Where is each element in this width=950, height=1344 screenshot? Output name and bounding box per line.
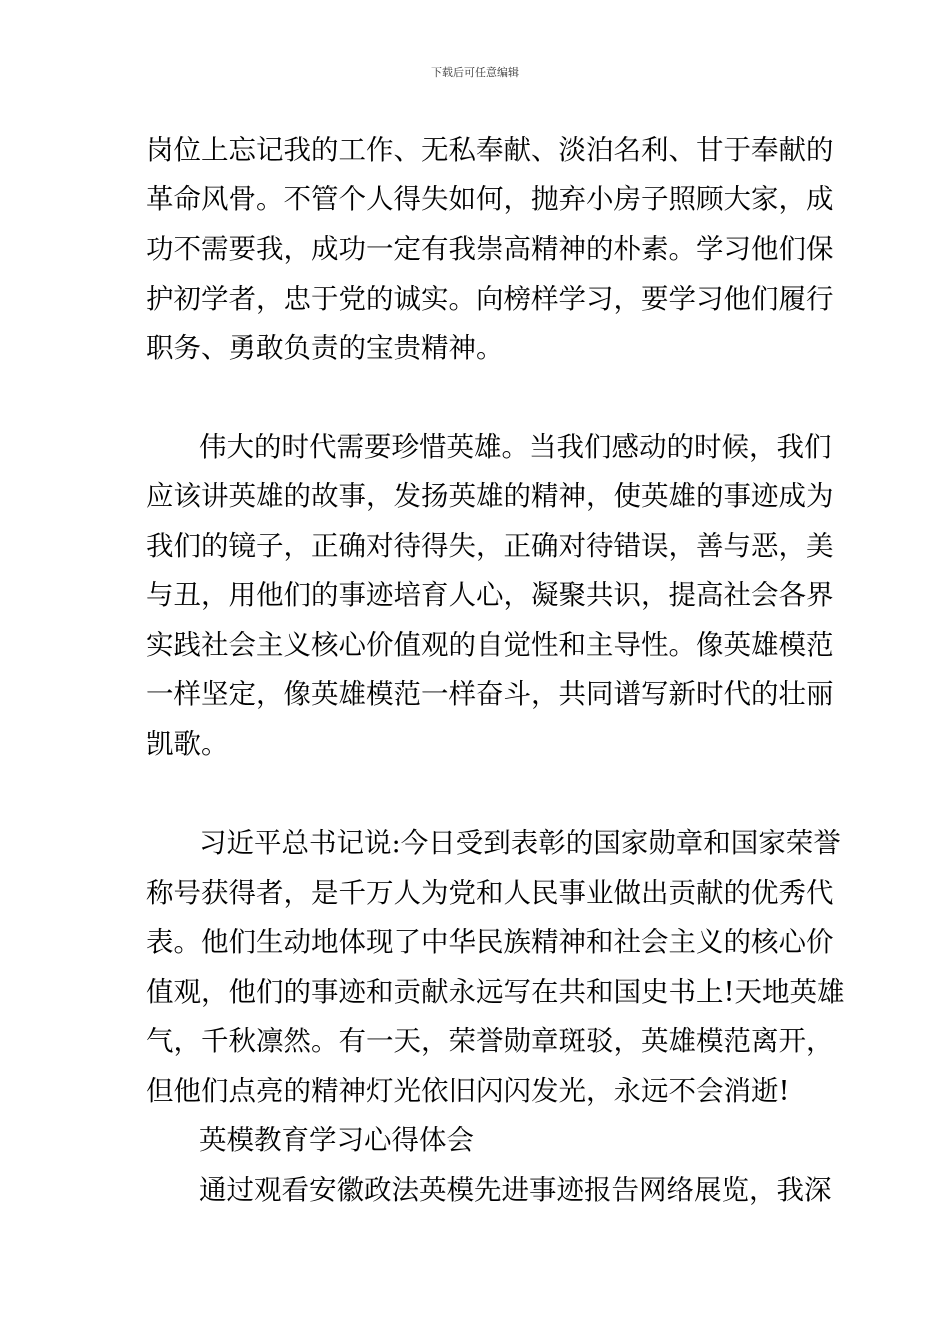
page-header: 下载后可任意编辑 [431,66,519,79]
body-line: 与丑，用他们的事迹培育人心，凝聚共识，提高社会各界 [146,579,834,611]
body-line: 职务、勇敢负责的宝贵精神。 [146,332,504,364]
section-heading: 英模教育学习心得体会 [199,1124,474,1156]
body-line: 值观，他们的事迹和贡献永远写在共和国史书上!天地英雄 [146,976,845,1008]
body-line: 我们的镜子，正确对待得失，正确对待错误，善与恶，美 [146,530,834,562]
body-line: 但他们点亮的精神灯光依旧闪闪发光，永远不会消逝! [146,1075,790,1107]
body-line: 一样坚定，像英雄模范一样奋斗，共同谱写新时代的壮丽 [146,678,834,710]
body-line: 护初学者，忠于党的诚实。向榜样学习，要学习他们履行 [146,283,834,315]
body-line: 伟大的时代需要珍惜英雄。当我们感动的时候，我们 [199,431,832,463]
body-line: 表。他们生动地体现了中华民族精神和社会主义的核心价 [146,926,834,958]
body-line: 应该讲英雄的故事，发扬英雄的精神，使英雄的事迹成为 [146,480,834,512]
body-line: 称号获得者，是千万人为党和人民事业做出贡献的优秀代 [146,877,834,909]
body-line: 气，千秋凛然。有一天，荣誉勋章斑驳，英雄模范离开， [146,1025,834,1057]
body-line: 功不需要我，成功一定有我崇高精神的朴素。学习他们保 [146,233,834,265]
body-line: 实践社会主义核心价值观的自觉性和主导性。像英雄模范 [146,629,834,661]
body-line: 岗位上忘记我的工作、无私奉献、淡泊名利、甘于奉献的 [146,134,834,166]
body-line: 习近平总书记说:今日受到表彰的国家勋章和国家荣誉 [199,827,841,859]
body-line: 通过观看安徽政法英模先进事迹报告网络展览，我深 [199,1174,832,1206]
body-line: 凯歌。 [146,728,229,760]
body-line: 革命风骨。不管个人得失如何，抛弃小房子照顾大家，成 [146,183,834,215]
